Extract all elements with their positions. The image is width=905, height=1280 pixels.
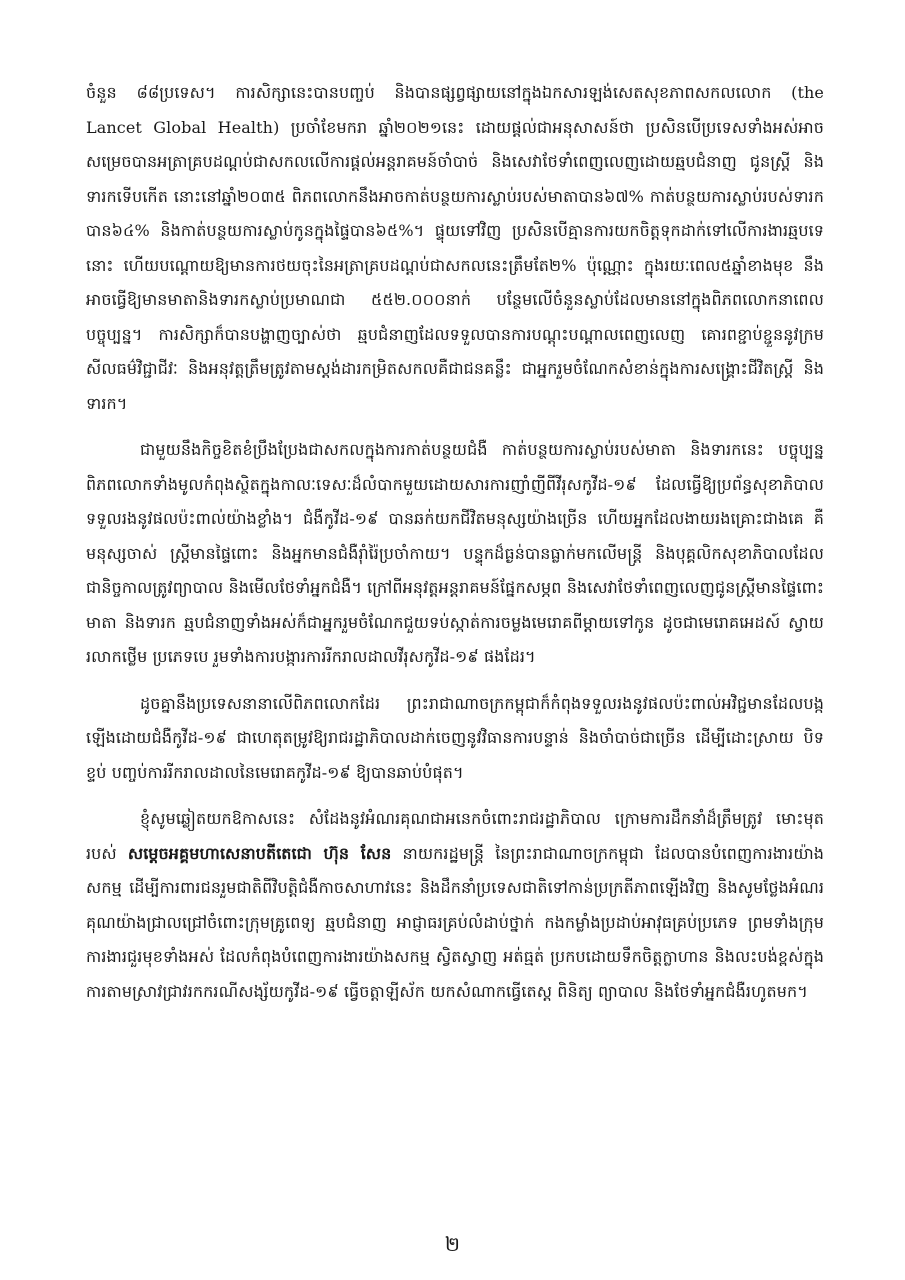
paragraph-3-text: ដូចគ្នានឹងប្រទេសនានាលើពិភពលោកដែរ ព្រះរាជាណាចក្រកម្ពុជាក៏កំពុងទទួលរងនូវផលប៉ះពាល់អវិជ្ជមានដែលបង្កឡើងដោយជំងឺកូវីដ-១៩ ជាហេតុតម្រូវឱ្យរាជរដ្ឋាភិបាលដាក់ចេញនូវវិធានការបន្ទាន់ និងចាំបាច់ជាច្រើន ដើម្បីដោះស្រាយ បិទខ្ទប់ បញ្ចប់ការរីករាលដាលនៃមេរោគកូវីដ-១៩ ឱ្យបានឆាប់បំផុត។ bbox=[86, 693, 824, 782]
page-number: ២ bbox=[444, 1232, 461, 1256]
paragraph-4 bbox=[86, 802, 824, 1009]
prime-minister-name: សម្តេចអគ្គមហាសេនាបតីតេជោ ហ៊ុន សែន bbox=[127, 843, 392, 863]
paragraph-3 bbox=[86, 687, 824, 791]
paragraph-2 bbox=[86, 433, 824, 675]
paragraph-2-text: ជាមួយនឹងកិច្ចខិតខំប្រឹងប្រែងជាសកលក្នុងការកាត់បន្ថយជំងឺ កាត់បន្ថយការស្លាប់របស់មាតា និងទារកនេះ បច្ចុប្បន្នពិភពលោកទាំងមូលកំពុងស្ថិតក្នុងកាលៈទេសៈដ៏លំបាកមួយដោយសារការញាំញីពីវីរុសកូវីដ-១៩ ដែលធ្វើឱ្យប្រព័ន្ធសុខាភិបាលទទួលរងនូវផលប៉ះពាល់យ៉ាងខ្លាំង។ ជំងឺកូវីដ-១៩ បានឆក់យកជីវិតមនុស្សយ៉ាងច្រើន ហើយអ្នកដែលងាយរងគ្រោះជាងគេ គឺមនុស្សចាស់ ស្ត្រីមានផ្ទៃពោះ និងអ្នកមានជំងឺរ៉ាំរ៉ៃប្រចាំកាយ។ បន្ទុកដ៏ធ្ងន់បានធ្លាក់មកលើមន្ត្រី និងបុគ្គលិកសុខាភិបាលដែលជានិច្ចកាលត្រូវព្យាបាល និងមើលថែទាំអ្នកជំងឺ។ ក្រៅពីអនុវត្តអន្តរាគមន៍ផ្នែកសម្ភព និងសេវាថែទាំពេញលេញជូនស្ត្រីមានផ្ទៃពោះ មាតា និងទារក ឆ្មបជំនាញទាំងអស់ក៏ជាអ្នករួមចំណែកជួយទប់ស្កាត់ការចម្លងមេរោគពីម្តាយទៅកូន ដូចជាមេរោគអេដស៍ ស្វាយ រលាកថ្លើម ប្រភេទបេ រួមទាំងការបង្ការការរីករាលដាលវីរុសកូវីដ-១៩ ផងដែរ។ bbox=[86, 440, 824, 666]
paragraph-4-text-end: នាយករដ្ឋមន្ត្រី នៃព្រះរាជាណាចក្រកម្ពុជា ដែលបានបំពេញការងារយ៉ាងសកម្ម ដើម្បីការពារជនរួមជាតិពីវិបត្តិជំងឺកាចសាហាវនេះ និងដឹកនាំប្រទេសជាតិទៅកាន់ប្រក្រតីភាពឡើងវិញ និងសូមថ្លែងអំណរគុណយ៉ាងជ្រាលជ្រៅចំពោះក្រុមគ្រូពេទ្យ ឆ្មបជំនាញ អាជ្ញាធរគ្រប់លំដាប់ថ្នាក់ កងកម្លាំងប្រដាប់អាវុធគ្រប់ប្រភេទ ព្រមទាំងក្រុមការងារជួរមុខទាំងអស់ ដែលកំពុងបំពេញការងារយ៉ាងសកម្ម ស្វិតស្វាញ អត់ធ្មត់ ប្រកបដោយទឹកចិត្តក្លាហាន និងលះបង់ខ្ពស់ក្នុងការតាមស្រាវជ្រាវរកករណីសង្ស័យកូវីដ-១៩ ធ្វើចត្តាឡីស័ក យកសំណាកធ្វើតេស្ត ពិនិត្យ ព្យាបាល និងថែទាំអ្នកជំងឺរហូតមក។ bbox=[86, 843, 824, 1001]
document-body bbox=[86, 76, 824, 1021]
paragraph-1-text: ចំនួន ៨៨ប្រទេស។ ការសិក្សានេះបានបញ្ចប់ និងបានផ្សព្វផ្សាយនៅក្នុងឯកសារឡង់សេតសុខភាពសកលលោក (the Lancet Global Health) ប្រចាំខែមករា ឆ្នាំ២០២១នេះ ដោយផ្តល់ជាអនុសាសន៍ថា ប្រសិនបើប្រទេសទាំងអស់អាចសម្រេចបានអត្រាគ្របដណ្តប់ជាសកលលើការផ្តល់អន្តរាគមន៍ចាំបាច់ និងសេវាថែទាំពេញលេញដោយឆ្មបជំនាញ ជូនស្ត្រី និងទារកទើបកើត នោះនៅឆ្នាំ២០៣៥ ពិភពលោកនឹងអាចកាត់បន្ថយការស្លាប់របស់មាតាបាន៦៧% កាត់បន្ថយការស្លាប់របស់ទារកបាន៦៤% និងកាត់បន្ថយការស្លាប់កូនក្នុងផ្ទៃបាន៦៥%។ ផ្ទុយទៅវិញ ប្រសិនបើគ្មានការយកចិត្តទុកដាក់ទៅលើការងារឆ្មបទេនោះ ហើយបណ្តោយឱ្យមានការថយចុះនៃអត្រាគ្របដណ្តប់ជាសកលនេះត្រឹមតែ២% ប៉ុណ្ណោះ ក្នុងរយៈពេល៥ឆ្នាំខាងមុខ នឹងអាចធ្វើឱ្យមានមាតានិងទារកស្លាប់ប្រមាណជា ៥៥២.០០០នាក់ បន្ថែមលើចំនួនស្លាប់ដែលមាននៅក្នុងពិភពលោកនាពេលបច្ចុប្បន្ន។ ការសិក្សាក៏បានបង្ហាញច្បាស់ថា ឆ្មបជំនាញដែលទទួលបានការបណ្តុះបណ្តាលពេញលេញ គោរពខ្ជាប់ខ្ជួននូវក្រមសីលធម៌វិជ្ជាជីវៈ និងអនុវត្តត្រឹមត្រូវតាមស្តង់ដារកម្រិតសកលគឺជាជនគន្លឹះ ជាអ្នករួមចំណែកសំខាន់ក្នុងការសង្គ្រោះជីវិតស្ត្រី និងទារក។ bbox=[86, 83, 824, 413]
paragraph-1 bbox=[86, 76, 824, 421]
paragraph-4-text-start: ខ្ញុំសូមឆ្លៀតយកឱកាសនេះ សំដែងនូវអំណរគុណជាអនេកចំពោះរាជរដ្ឋាភិបាល ក្រោមការដឹកនាំដ៏ត្រឹមត្រូវ មោះមុតរបស់ bbox=[86, 809, 824, 863]
